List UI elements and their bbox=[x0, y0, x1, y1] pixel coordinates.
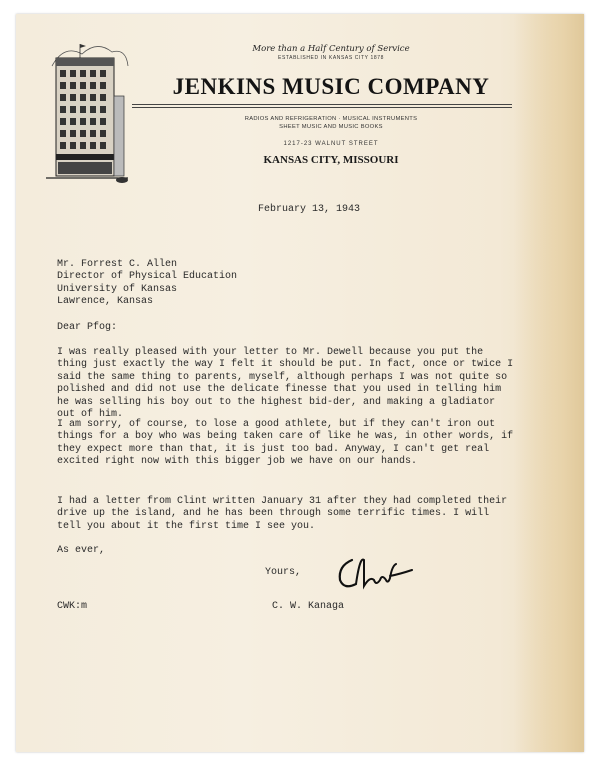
typed-signature: C. W. Kanaga bbox=[272, 601, 345, 612]
body-paragraph: I had a letter from Clint written January 31 after they had completed their drive up the island, and he has been through some terrific times. I will tell you about it the first time I see you. bbox=[57, 496, 508, 532]
products-line: RADIOS AND REFRIGERATION · MUSICAL INSTRUMENTS bbox=[244, 116, 418, 122]
letter-date: February 13, 1943 bbox=[258, 204, 361, 215]
salutation: Dear Pfog: bbox=[57, 322, 118, 333]
products-line-2: SHEET MUSIC AND MUSIC BOOKS bbox=[279, 124, 383, 130]
company-name: JENKINS MUSIC COMPANY bbox=[172, 74, 490, 99]
reference-initials: CWK:m bbox=[57, 601, 88, 612]
letter-page bbox=[16, 14, 584, 752]
city-line: KANSAS CITY, MISSOURI bbox=[263, 154, 399, 166]
tagline: More than a Half Century of Service bbox=[252, 44, 410, 54]
established-line: ESTABLISHED IN KANSAS CITY 1878 bbox=[278, 55, 384, 61]
body-paragraph: I was really pleased with your letter to Mr. Dewell because you put the thing just exactly the way I felt it should be put. In fact, once or twice I said the same thing to parents, myself, although perhaps I was not quite so polished and did not use the delicate finesse that you used in telling him he was selling his boy out to the highest bid-der, and making a gladiator out of him. bbox=[57, 347, 514, 421]
complimentary-close: Yours, bbox=[265, 567, 302, 578]
letterhead-rule bbox=[132, 104, 512, 108]
body-paragraph: I am sorry, of course, to lose a good athlete, but if they can't iron out things for a boy who was being taken care of like he was, in other words, if they expect more than that, it is just too bad. Anyway, I can't get real excited right now with this bigger job we have on our hands. bbox=[57, 419, 514, 468]
aged-edge bbox=[514, 14, 584, 752]
handwritten-signature bbox=[330, 546, 420, 601]
building-illustration bbox=[42, 36, 130, 186]
closing: As ever, bbox=[57, 545, 106, 556]
inside-address: Mr. Forrest C. Allen Director of Physical Education University of Kansas Lawrence, Kansas bbox=[57, 259, 238, 308]
street-address: 1217-23 WALNUT STREET bbox=[283, 141, 379, 147]
